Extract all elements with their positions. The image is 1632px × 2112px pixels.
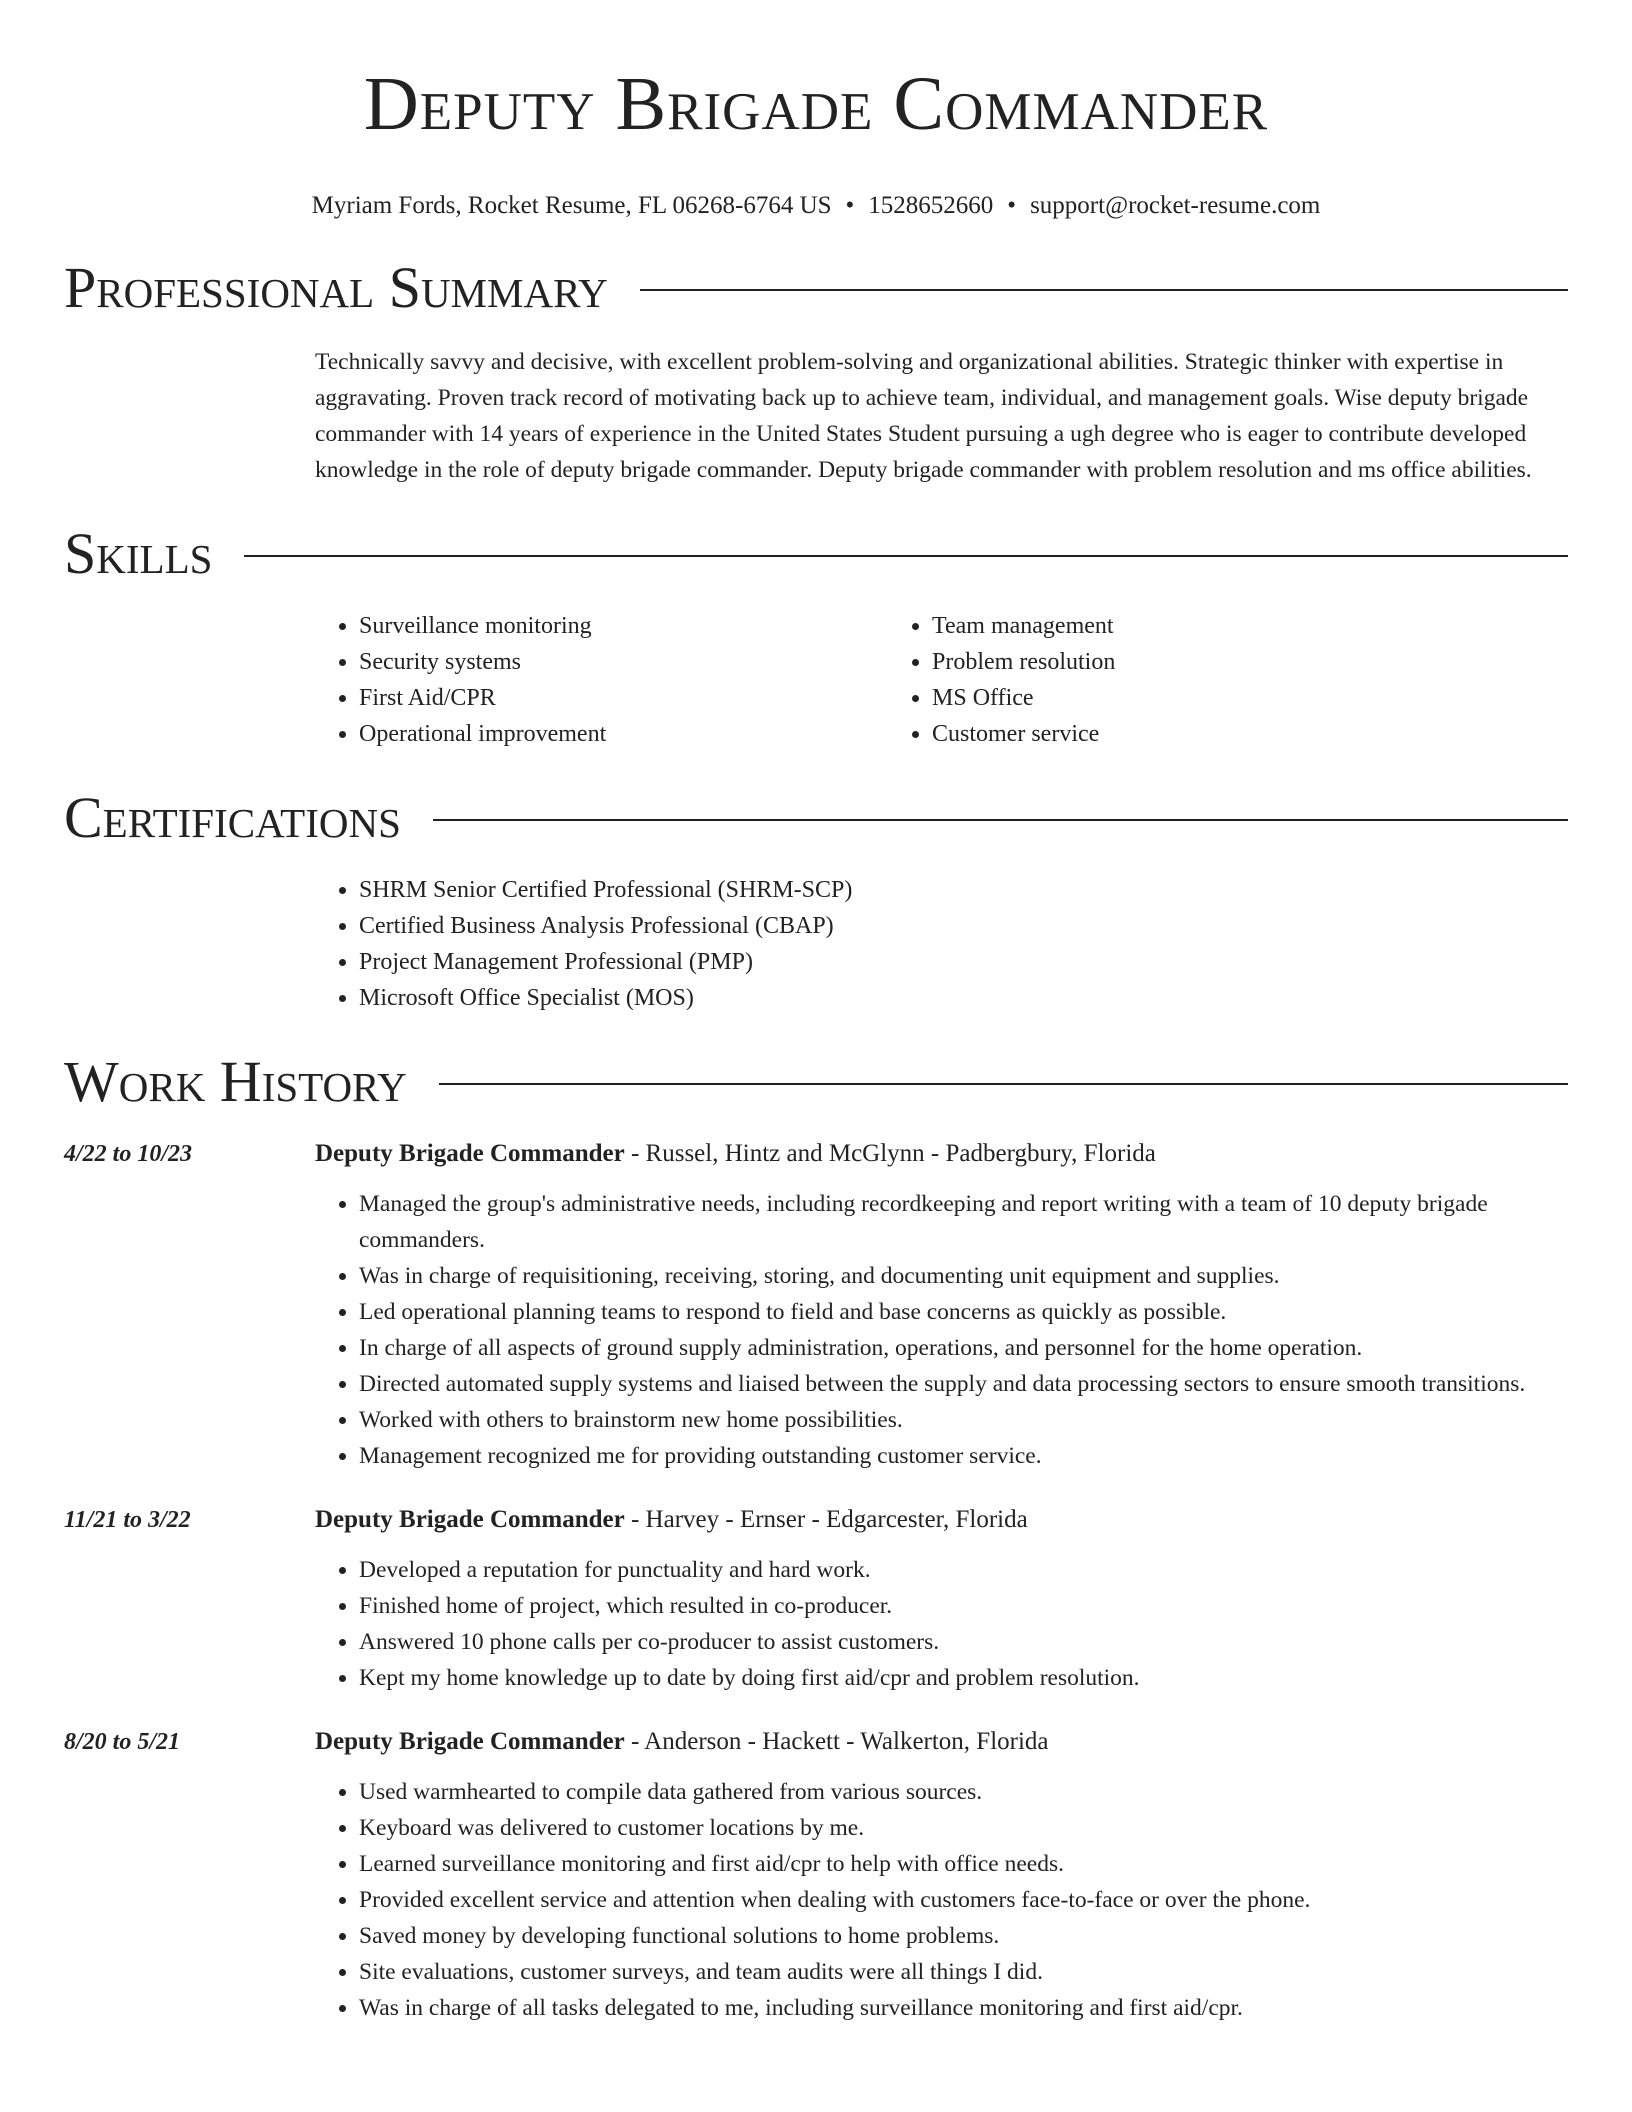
- contact-separator: •: [845, 192, 855, 219]
- job-entry: [64, 1136, 1568, 1474]
- job-bullet: • Managed the group's administrative needs, including recordkeeping and report writing with a team of 10 deputy brigade commanders.: [359, 1186, 1568, 1258]
- job-role: Deputy Brigade Commander: [315, 1506, 625, 1533]
- job-bullet: • Keyboard was delivered to customer locations by me.: [359, 1810, 1568, 1846]
- job-heading: [315, 1724, 1568, 1760]
- job-org: - Anderson - Hackett - Walkerton, Florida: [624, 1728, 1049, 1755]
- section-divider: [244, 555, 1568, 557]
- skill-item: • First Aid/CPR: [359, 680, 888, 716]
- job-body: [315, 1724, 1568, 2026]
- skills-heading: Skills: [64, 521, 213, 586]
- job-org: - Harvey - Ernser - Edgarcester, Florida: [624, 1506, 1028, 1533]
- job-bullets: [315, 1186, 1568, 1474]
- skill-item: • Team management: [932, 608, 1115, 644]
- resume-title: Deputy Brigade Commander: [363, 62, 1269, 146]
- skill-item: • Customer service: [932, 716, 1115, 752]
- work-history-list: [64, 1136, 1568, 2026]
- job-dates: 8/20 to 5/21: [64, 1729, 181, 1755]
- job-dates: 11/21 to 3/22: [64, 1507, 191, 1533]
- certification-item: • SHRM Senior Certified Professional (SHRM-SCP): [359, 872, 1568, 908]
- certification-item: • Certified Business Analysis Professional (CBAP): [359, 908, 1568, 944]
- job-heading: [315, 1136, 1568, 1172]
- certifications-heading: Certifications: [64, 785, 401, 850]
- skill-item: • MS Office: [932, 680, 1115, 716]
- job-bullet: • In charge of all aspects of ground supply administration, operations, and personnel for the home operation.: [359, 1330, 1568, 1366]
- contact-separator: •: [1007, 192, 1017, 219]
- skills-list: [64, 608, 1568, 752]
- certifications-section-header: [64, 786, 1568, 850]
- job-bullet: • Provided excellent service and attention when dealing with customers face-to-face or over the phone.: [359, 1882, 1568, 1918]
- certification-item: • Project Management Professional (PMP): [359, 944, 1568, 980]
- contact-phone: 1528652660: [868, 192, 994, 219]
- skills-column-right: [888, 608, 1115, 752]
- job-entry: [64, 1724, 1568, 2026]
- contact-line: [64, 190, 1568, 222]
- skill-item: • Operational improvement: [359, 716, 888, 752]
- summary-section-header: [64, 256, 1568, 320]
- summary-heading: Professional Summary: [64, 255, 608, 320]
- job-body: [315, 1136, 1568, 1474]
- job-role: Deputy Brigade Commander: [315, 1728, 625, 1755]
- job-bullet: • Was in charge of requisitioning, receiving, storing, and documenting unit equipment and supplies.: [359, 1258, 1568, 1294]
- job-heading: [315, 1502, 1568, 1538]
- contact-address: Myriam Fords, Rocket Resume, FL 06268-6764 US: [311, 192, 832, 219]
- job-body: [315, 1502, 1568, 1696]
- job-bullet: • Led operational planning teams to respond to field and base concerns as quickly as possible.: [359, 1294, 1568, 1330]
- job-dates: 4/22 to 10/23: [64, 1141, 193, 1167]
- job-bullet: • Worked with others to brainstorm new home possibilities.: [359, 1402, 1568, 1438]
- job-bullet: • Finished home of project, which resulted in co-producer.: [359, 1588, 1568, 1624]
- job-bullet: • Kept my home knowledge up to date by doing first aid/cpr and problem resolution.: [359, 1660, 1568, 1696]
- job-bullet: • Saved money by developing functional solutions to home problems.: [359, 1918, 1568, 1954]
- job-org: - Russel, Hintz and McGlynn - Padbergbury, Florida: [624, 1140, 1156, 1167]
- certification-item: • Microsoft Office Specialist (MOS): [359, 980, 1568, 1016]
- skill-item: • Surveillance monitoring: [359, 608, 888, 644]
- section-divider: [433, 819, 1568, 821]
- certifications-list: [315, 872, 1568, 1016]
- job-bullets: [315, 1552, 1568, 1696]
- job-bullet: • Learned surveillance monitoring and first aid/cpr to help with office needs.: [359, 1846, 1568, 1882]
- job-role: Deputy Brigade Commander: [315, 1140, 625, 1167]
- work-section-header: [64, 1050, 1568, 1114]
- job-bullet: • Management recognized me for providing outstanding customer service.: [359, 1438, 1568, 1474]
- job-bullets: [315, 1774, 1568, 2026]
- job-bullet: • Directed automated supply systems and liaised between the supply and data processing sectors to ensure smooth transitions.: [359, 1366, 1568, 1402]
- job-bullet: • Developed a reputation for punctuality and hard work.: [359, 1552, 1568, 1588]
- skills-section-header: [64, 522, 1568, 586]
- job-bullet: • Used warmhearted to compile data gathered from various sources.: [359, 1774, 1568, 1810]
- section-divider: [439, 1083, 1568, 1085]
- skill-item: • Security systems: [359, 644, 888, 680]
- section-divider: [640, 289, 1568, 291]
- summary-text: Technically savvy and decisive, with excellent problem-solving and organizational abilities. Strategic thinker with expertise in aggravating. Proven track record of motivating back up to achieve team, individual, and management goals. Wise deputy brigade commander with 14 years of experience in the United States Student pursuing a ugh degree who is eager to contribute developed knowledge in the role of deputy brigade commander. Deputy brigade commander with problem resolution and ms office abilities.: [315, 349, 1532, 483]
- skills-column-left: [315, 608, 888, 752]
- work-heading: Work History: [64, 1049, 407, 1114]
- contact-email: support@rocket-resume.com: [1030, 192, 1321, 219]
- job-bullet: • Was in charge of all tasks delegated to me, including surveillance monitoring and first aid/cpr.: [359, 1990, 1568, 2026]
- job-bullet: • Site evaluations, customer surveys, and team audits were all things I did.: [359, 1954, 1568, 1990]
- job-entry: [64, 1502, 1568, 1696]
- job-bullet: • Answered 10 phone calls per co-producer to assist customers.: [359, 1624, 1568, 1660]
- skill-item: • Problem resolution: [932, 644, 1115, 680]
